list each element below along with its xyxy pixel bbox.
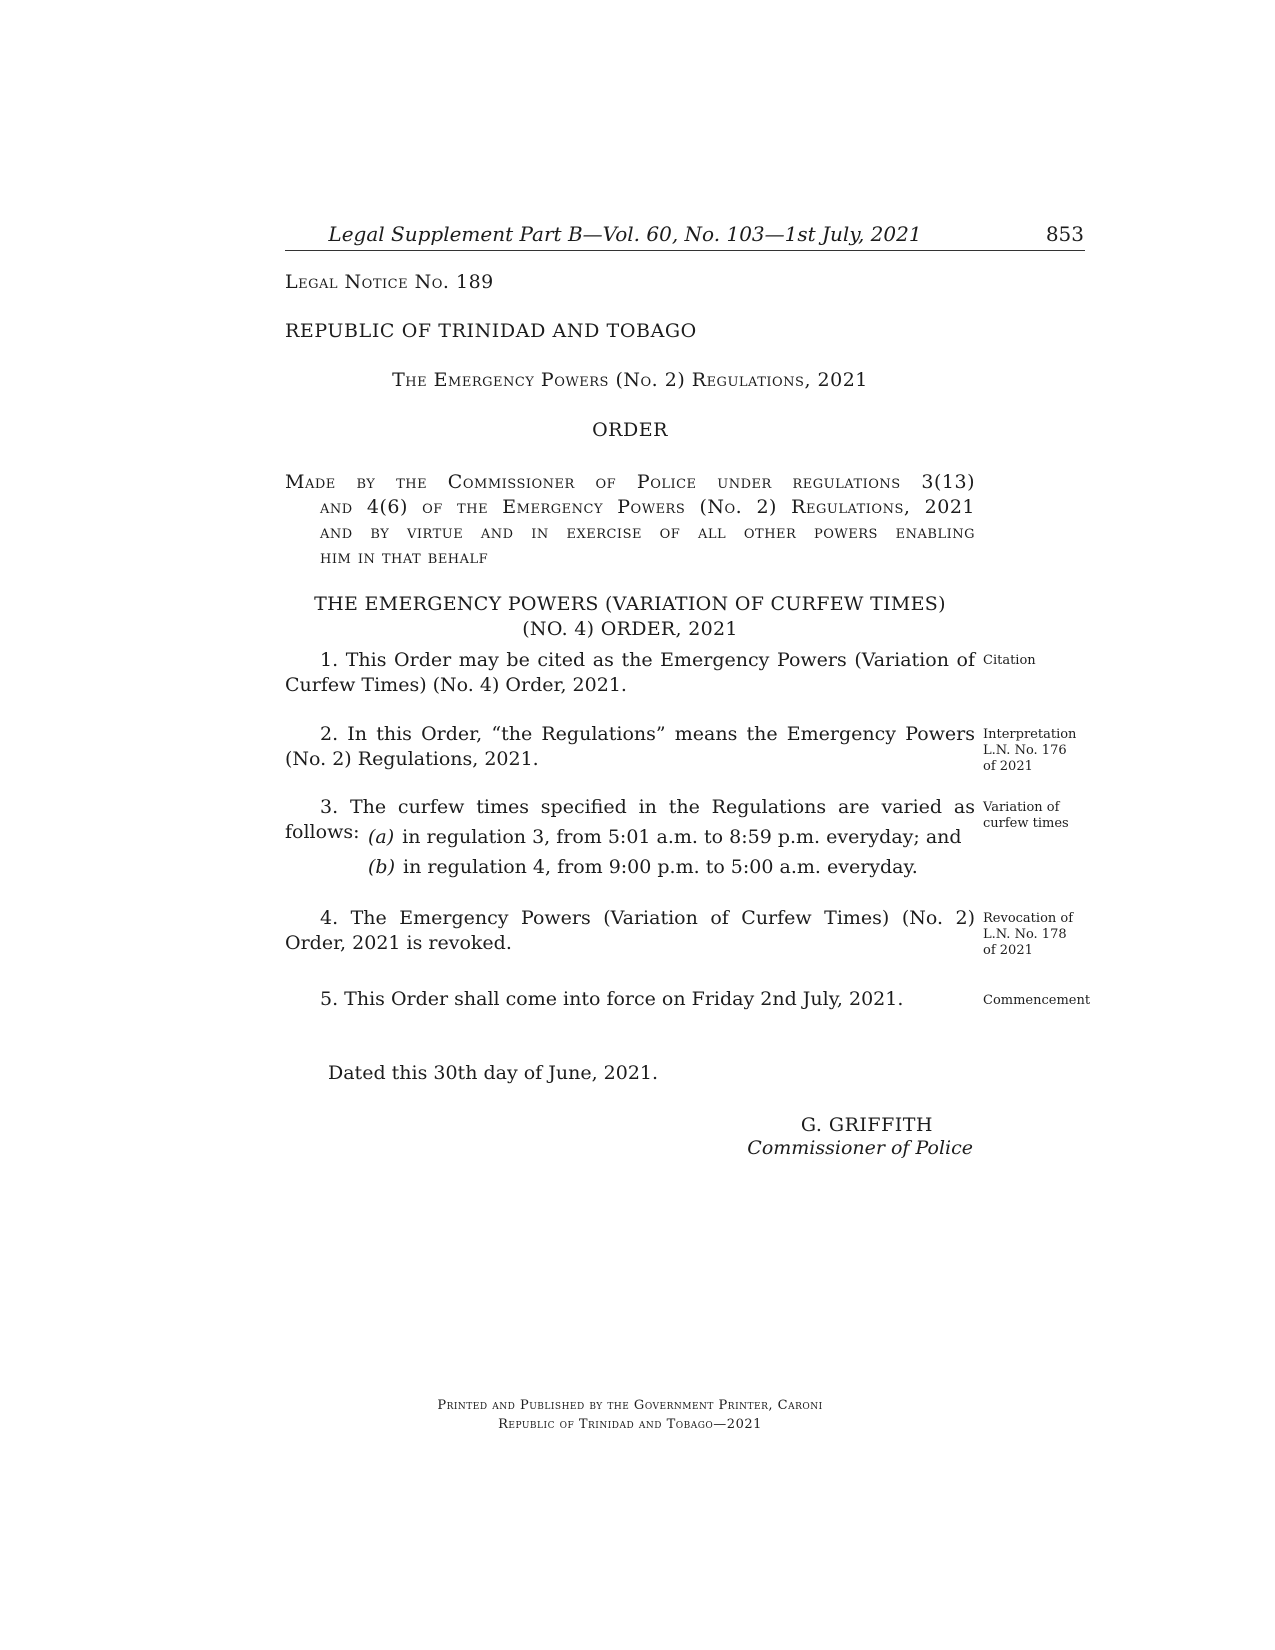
running-header-title: Legal Supplement Part B—Vol. 60, No. 103—1st July, 2021 xyxy=(328,222,922,246)
order-heading: ORDER xyxy=(592,419,668,441)
republic-heading: REPUBLIC OF TRINIDAD AND TOBAGO xyxy=(285,320,697,342)
signatory-title: Commissioner of Police xyxy=(747,1137,973,1159)
order-title-line: THE EMERGENCY POWERS (VARIATION OF CURFEW TIMES) xyxy=(314,593,946,615)
paragraph-text: 4. The Emergency Powers (Variation of Curfew Times) (No. 2) Order, 2021 is revoked. xyxy=(285,907,975,954)
paragraph-commencement xyxy=(285,987,975,1012)
made-by-clause xyxy=(285,470,975,570)
footer-republic-line: Republic of Trinidad and Tobago—2021 xyxy=(498,1417,762,1432)
page-number: 853 xyxy=(1045,222,1084,246)
side-note-commencement: Commencement xyxy=(983,993,1091,1008)
header-rule xyxy=(285,250,1085,251)
order-title xyxy=(285,592,975,642)
paragraph-citation xyxy=(285,648,975,698)
made-by-line: and by virtue and in exercise of all other powers enabling xyxy=(320,521,975,543)
paragraph-text: 3. The curfew times specified in the Regulations are varied as follows: xyxy=(285,796,975,843)
sub-item-label: (a) xyxy=(368,826,395,848)
paragraph-text: 2. In this Order, “the Regulations” means the Emergency Powers (No. 2) Regulations, 2021. xyxy=(285,723,975,770)
legal-notice-number: Legal Notice No. 189 xyxy=(285,271,494,293)
sub-item-text: in regulation 4, from 9:00 p.m. to 5:00 a.m. everyday. xyxy=(403,856,918,878)
dated-line: Dated this 30th day of June, 2021. xyxy=(328,1062,659,1084)
sub-item-label: (b) xyxy=(368,856,395,878)
side-note-variation: Variation of curfew times xyxy=(983,800,1069,831)
sub-item-a xyxy=(368,826,968,848)
made-by-line: Made by the Commissioner of Police under regulations 3(13) xyxy=(285,471,975,493)
order-title-line: (NO. 4) ORDER, 2021 xyxy=(522,618,738,640)
regulations-title: The Emergency Powers (No. 2) Regulations, 2021 xyxy=(392,369,868,391)
side-note-interpretation: Interpretation L.N. No. 176 of 2021 xyxy=(983,727,1077,774)
signatory-name: G. GRIFFITH xyxy=(800,1114,933,1136)
sub-item-b xyxy=(368,856,968,878)
paragraph-interpretation xyxy=(285,722,975,772)
paragraph-text: 1. This Order may be cited as the Emergency Powers (Variation of Curfew Times) (No. 4) Order, 2021. xyxy=(285,649,975,696)
side-note-citation: Citation xyxy=(983,653,1036,668)
made-by-line: him in that behalf xyxy=(320,546,489,568)
made-by-line: and 4(6) of the Emergency Powers (No. 2) Regulations, 2021 xyxy=(320,496,975,518)
footer-printer-line: Printed and Published by the Government Printer, Caroni xyxy=(437,1398,823,1413)
paragraph-revocation xyxy=(285,906,975,956)
side-note-revocation: Revocation of L.N. No. 178 of 2021 xyxy=(983,911,1074,958)
paragraph-text: 5. This Order shall come into force on Friday 2nd July, 2021. xyxy=(320,988,904,1010)
sub-item-text: in regulation 3, from 5:01 a.m. to 8:59 p.m. everyday; and xyxy=(402,826,962,848)
